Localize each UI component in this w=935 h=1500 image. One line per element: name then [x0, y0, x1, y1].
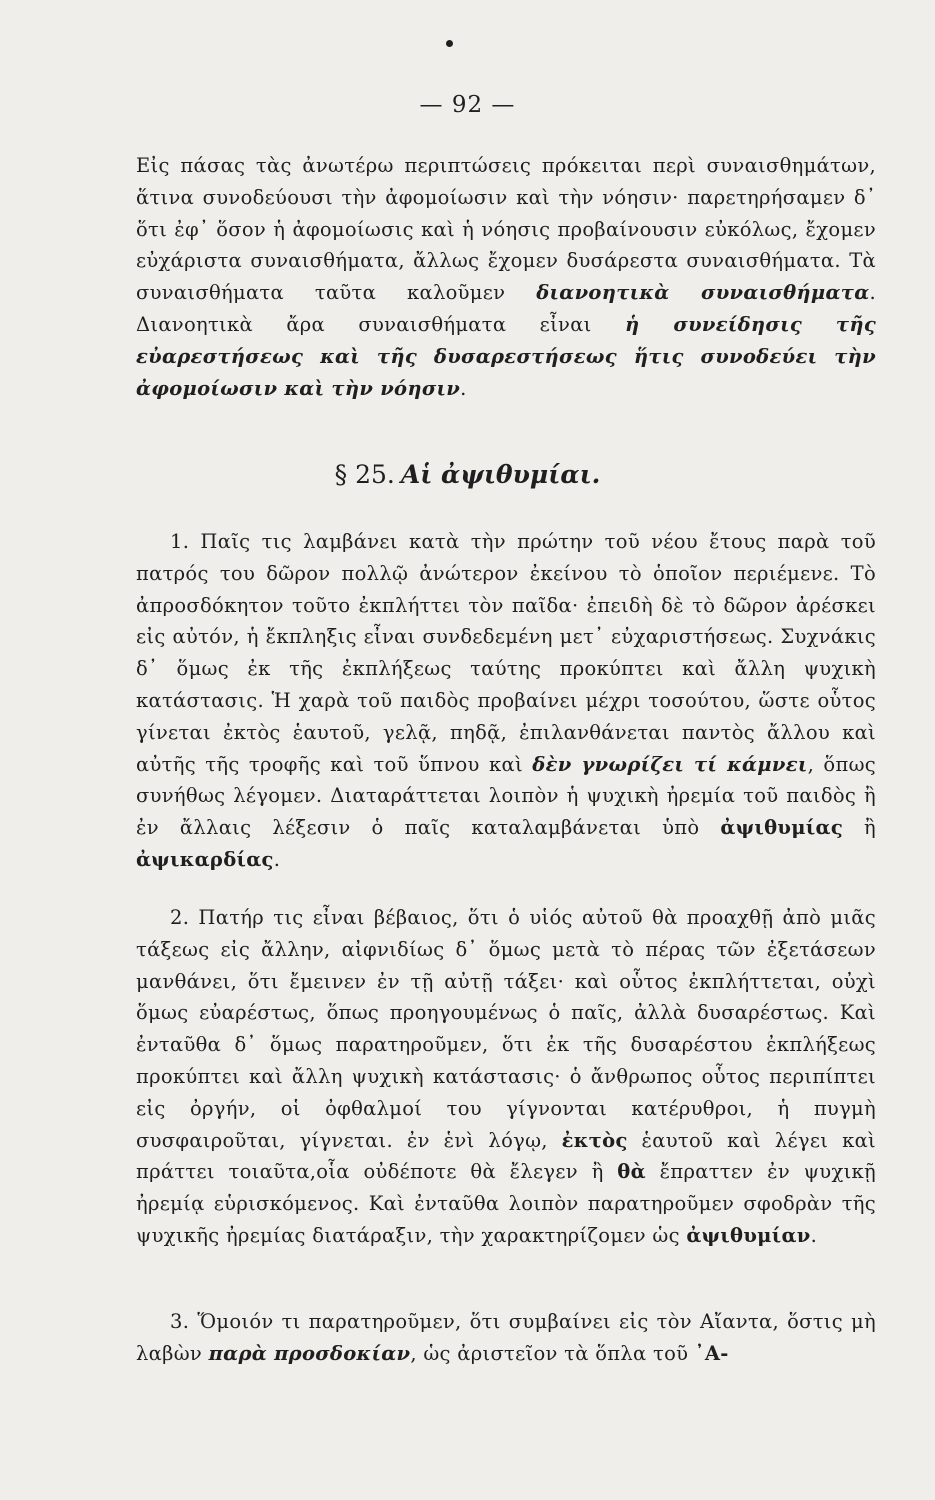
- paragraph-2-emphasis-1: ἐκτὸς: [561, 1128, 628, 1152]
- intro-text-2: . Διανοητικὰ ἄρα συναισθήματα εἶναι: [136, 281, 876, 336]
- intro-term-intellectual-feelings: διανοητικὰ συναισθήματα: [536, 281, 870, 305]
- paragraph-1-term-2: ἀψικαρδίας: [136, 847, 274, 871]
- paragraph-1-text-3: ἢ: [843, 816, 877, 840]
- intro-definition: ἡ συνείδησις τῆς εὐαρεστήσεως καὶ τῆς δυσαρεστήσεως ἥτις συνοδεύει τὴν ἀφομοίωσιν καὶ τὴν νόησιν: [136, 312, 877, 400]
- paragraph-2-term: ἀψιθυμίαν: [686, 1223, 811, 1247]
- paragraph-3-text-1: 3. Ὅμοιόν τι παρατηροῦμεν, ὅτι συμβαίνει εἰς τὸν Αἴαντα, ὅστις μὴ λαβὼν: [136, 1310, 876, 1365]
- paragraph-1: [136, 526, 876, 876]
- paragraph-1-emphasis-1: δὲν γνωρίζει τί κάμνει: [532, 752, 808, 776]
- page-number: — 92 —: [419, 92, 516, 118]
- section-number: § 25.: [334, 460, 395, 489]
- paragraph-3-text-2: , ὡς ἀριστεῖον τὰ ὅπλα τοῦ: [410, 1341, 695, 1365]
- intro-text-1: Εἰς πάσας τὰς ἀνωτέρω περιπτώσεις πρόκειται περὶ συναισθημάτων, ἅτινα συνοδεύουσι τὴν ἀφομοίωσιν καὶ τὴν νόησιν· παρετηρήσαμεν δ᾽ ὅτι ἐφ᾽ ὅσον ἡ ἀφομοίωσις καὶ ἡ νόησις προβαίνουσιν εὐκόλως, ἔχομεν εὐχάριστα συναισθήματα, ἄλλως ἔχομεν δυσάρεστα συναισθήματα. Τὰ συναισθήματα ταῦτα καλοῦμεν: [136, 154, 876, 305]
- paragraph-2-text-2: ἑαυτοῦ καὶ λέγει καὶ πράττει τοιαῦτα,οἷα οὐδέποτε θὰ ἔλεγεν ἢ: [136, 1128, 876, 1184]
- paragraph-1-term-1: ἀψιθυμίας: [720, 816, 844, 840]
- paragraph-3-name-fragment: ᾽Α-: [694, 1341, 729, 1365]
- section-title: Αἱ ἀψιθυμίαι.: [400, 460, 601, 489]
- paragraph-1-text-1: 1. Παῖς τις λαμβάνει κατὰ τὴν πρώτην τοῦ νέου ἔτους παρὰ τοῦ πατρός του δῶρον πολλῷ ἀνώτερον ἐκείνου τὸ ὁποῖον περιέμενε. Τὸ ἀπροσδόκητον τοῦτο ἐκπλήττει τὸν παῖδα· ἐπειδὴ δὲ τὸ δῶρον ἀρέσκει εἰς αὐτόν, ἡ ἔκπληξις εἶναι συνδεδεμένη μετ᾽ εὐχαριστήσεως. Συχνάκις δ᾽ ὅμως ἐκ τῆς ἐκπλήξεως ταύτης προκύπτει καὶ ἄλλη ψυχικὴ κατάστασις. Ἡ χαρὰ τοῦ παιδὸς προβαίνει μέχρι τοσούτου, ὥστε οὗτος γίνεται ἐκτὸς ἑαυτοῦ, γελᾷ, πηδᾷ, ἐπιλανθάνεται παντὸς ἄλλου καὶ αὐτῆς τῆς τροφῆς καὶ τοῦ ὕπνου καὶ: [136, 530, 876, 776]
- intro-paragraph: [136, 150, 876, 404]
- paragraph-2-text-3: ἔπραττεν ἐν ψυχικῇ ἠρεμίᾳ εὑρισκόμενος. Καὶ ἐνταῦθα λοιπὸν παρατηροῦμεν σφοδρὰν τῆς ψυχικῆς ἠρεμίας διατάραξιν, τὴν χαρακτηρίζομεν ὡς: [136, 1160, 876, 1247]
- paragraph-3: [136, 1306, 876, 1370]
- intro-text-3: .: [460, 376, 467, 400]
- paragraph-1-text-4: .: [273, 847, 281, 871]
- paragraph-2-text-4: .: [810, 1223, 818, 1247]
- ink-dot: [446, 40, 453, 47]
- paragraph-2: [136, 902, 876, 1252]
- paragraph-1-text-2: , ὅπως συνήθως λέγομεν. Διαταράττεται λοιπὸν ἡ ψυχικὴ ἠρεμία τοῦ παιδὸς ἢ ἐν ἄλλαις λέξεσιν ὁ παῖς καταλαμβάνεται ὑπὸ: [136, 752, 877, 840]
- section-heading: [0, 460, 935, 489]
- paragraph-2-text-1: 2. Πατήρ τις εἶναι βέβαιος, ὅτι ὁ υἱός αὐτοῦ θὰ προαχθῇ ἀπὸ μιᾶς τάξεως εἰς ἄλλην, αἰφνιδίως δ᾽ ὅμως μετὰ τὸ πέρας τῶν ἐξετάσεων μανθάνει, ὅτι ἔμεινεν ἐν τῇ αὐτῇ τάξει· καὶ οὗτος ἐκπλήττεται, οὐχὶ ὅμως εὐαρέστως, ὅπως προηγουμένως ὁ παῖς, ἀλλὰ δυσαρέστως. Καὶ ἐνταῦθα δ᾽ ὅμως παρατηροῦμεν, ὅτι ἐκ τῆς δυσαρέστου ἐκπλήξεως προκύπτει καὶ ἄλλη ψυχικὴ κατάστασις· ὁ ἄνθρωπος οὗτος περιπίπτει εἰς ὀργήν, οἱ ὀφθαλμοί του γίγνονται κατέρυθροι, ἡ πυγμὴ συσφαιροῦται, γίγνεται. ἐν ἑνὶ λόγῳ,: [136, 906, 876, 1152]
- paragraph-3-emphasis: παρὰ προσδοκίαν: [208, 1341, 411, 1365]
- paragraph-2-emphasis-2: θὰ: [617, 1160, 646, 1184]
